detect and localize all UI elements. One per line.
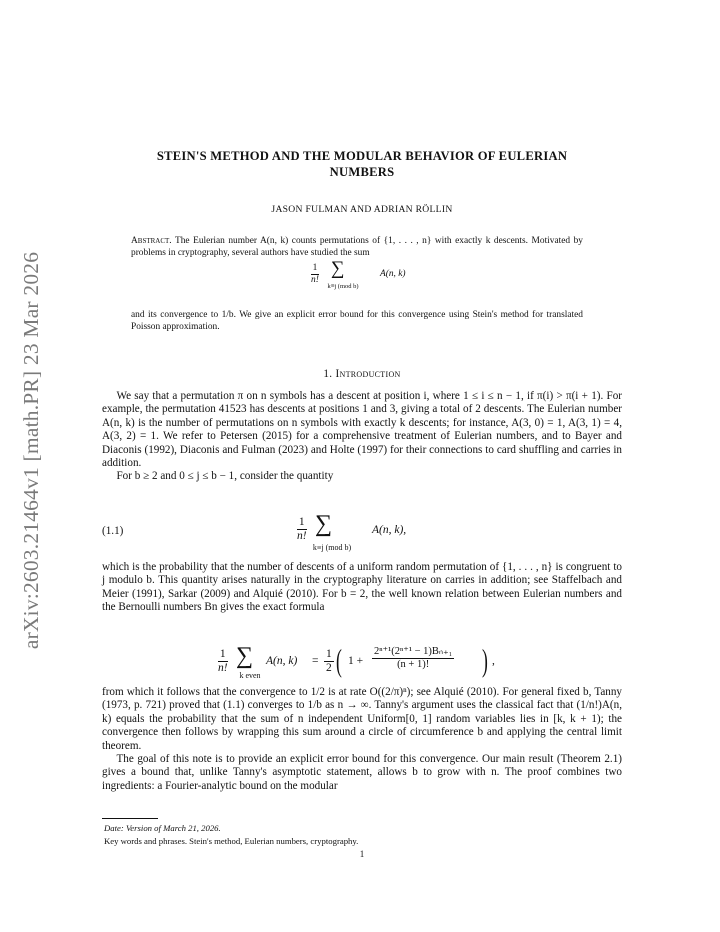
abstract-text-1: The Eulerian number A(n, k) counts permutations of {1, . . . , n} with exactly k descents. Motivated by problems in cryptography, several authors have studied the sum (131, 236, 583, 258)
eq11-sum-subscript: k≡j (mod b) (312, 543, 352, 552)
eq11-fraction (295, 516, 309, 544)
eq11-term: A(n, k), (372, 524, 407, 536)
abstract-sum-symbol: ∑ (331, 258, 345, 279)
title-line-2: NUMBERS (329, 164, 395, 179)
equation-label: (1.1) (102, 525, 124, 537)
abstract-label: Abstract. (131, 236, 172, 246)
abstract-equation (131, 259, 583, 309)
paragraph-text-2: For b ≥ 2 and 0 ≤ j ≤ b − 1, consider the quantity (116, 470, 334, 483)
footnotes (102, 822, 622, 847)
bern-lhs-den: n! (218, 662, 228, 675)
bern-half-num: 1 (324, 648, 334, 662)
abstract-frac-num: 1 (312, 263, 318, 273)
bern-lhs-num: 1 (218, 648, 228, 662)
abstract-text-2: and its convergence to 1/b. We give an explicit error bound for this convergence using Stein's method for translated Poisson approximation. (131, 310, 583, 332)
author-list: JASON FULMAN AND ADRIAN RÖLLIN (271, 204, 453, 215)
bern-half-den: 2 (326, 662, 332, 675)
eq11-frac-den: n! (297, 530, 307, 543)
arxiv-identifier-stamp (14, 245, 50, 655)
bern-half (324, 648, 334, 676)
bern-sum-subscript: k even (239, 671, 261, 680)
page-number: 1 (359, 849, 365, 859)
bern-frac-den: (n + 1)! (397, 659, 430, 671)
bern-term: A(n, k) (266, 655, 298, 667)
title-line-1: STEIN'S METHOD AND THE MODULAR BEHAVIOR OF EULERIAN (156, 149, 568, 163)
section-heading-introduction: 1. Introduction (323, 368, 401, 380)
abstract (131, 235, 583, 333)
eq11-frac-num: 1 (297, 516, 307, 530)
bern-equals: = (312, 655, 319, 667)
paragraph-text: We say that a permutation π on n symbols has a descent at position i, where 1 ≤ i ≤ n − 1, if π(i) > π(i + 1). For example, the permutation 41523 has descents at positions 1 and 3, giving a total of 2 descents. The Eulerian number A(n, k) is the number of permutations on n symbols with exactly k descents; for instance, A(3, 0) = 1, A(3, 1) = 4, A(3, 2) = 1. We refer to Petersen (2015) for a comprehensive treatment of Eulerian numbers, and to Bayer and Diaconis (1992), Diaconis and Fulman (2023) and Holte (1997) for their connections to card shuffling and carries in addition. (102, 390, 622, 470)
abstract-intro (131, 235, 583, 259)
paragraph-text-4: from which it follows that the convergence to 1/2 is at rate O((2/π)ⁿ); see Alquié (2010). For general fixed b, Tanny (1973, p. 721) proved that (1.1) converges to 1/b as n → ∞. Tanny's argument uses the classical fact that (1/n!)A(n, k) equals the probability that the sum of n independent Uniform[0, 1] random variables lies in [k, k + 1); the convergence then follows by wrapping this sum around a circle of circumference b and applying the central limit theorem. (102, 686, 622, 752)
arxiv-identifier-text: arXiv:2603.21464v1 [math.PR] 23 Mar 2026 (19, 251, 44, 649)
abstract-sum-subscript: k≡j (mod b) (327, 283, 359, 290)
intro-paragraph-1 (102, 390, 622, 484)
abstract-sum-term: A(n, k) (380, 269, 406, 279)
bern-one-plus: 1 + (348, 655, 364, 667)
footnote-rule (102, 818, 158, 819)
bern-left-paren: ( (336, 642, 342, 678)
footnote-date: Date: Version of March 21, 2026. (104, 823, 221, 833)
paragraph-text-3: which is the probability that the number of descents of a uniform random permutation of {1, . . . , n} is congruent to j modulo b. This quantity arises naturally in the cryptography literature on carries in addition; see Staffelbach and Meier (1991), Sarkar (2009) and Alquié (2010). For b = 2, the well known relation between Eulerian numbers and the Bernoulli numbers Bn gives the exact formula (102, 561, 622, 614)
equation-bernoulli (102, 640, 622, 684)
eq11-sum-symbol: ∑ (315, 511, 333, 537)
bern-comma: , (492, 655, 495, 667)
paragraph-text-5: The goal of this note is to provide an explicit error bound for this convergence. Our main result (Theorem 2.1) gives a bound that, unlike Tanny's asymptotic statement, allows b to grow with n. The proof combines two ingredients: a Fourier-analytic bound on the modular (102, 753, 622, 792)
abstract-frac-den: n! (311, 274, 319, 285)
intro-paragraph-3 (102, 686, 622, 793)
bern-sum-symbol: ∑ (236, 643, 254, 669)
intro-paragraph-2 (102, 561, 622, 615)
bern-lhs-fraction (216, 648, 230, 676)
footnote-keywords: Key words and phrases. Stein's method, Eulerian numbers, cryptography. (104, 835, 359, 846)
bern-right-paren: ) (482, 642, 488, 678)
paper-title (102, 149, 622, 180)
equation-1-1 (102, 511, 622, 556)
bern-frac-num: 2ⁿ⁺¹(2ⁿ⁺¹ − 1)Bₙ₊₁ (372, 646, 454, 659)
bern-fraction (372, 646, 454, 672)
